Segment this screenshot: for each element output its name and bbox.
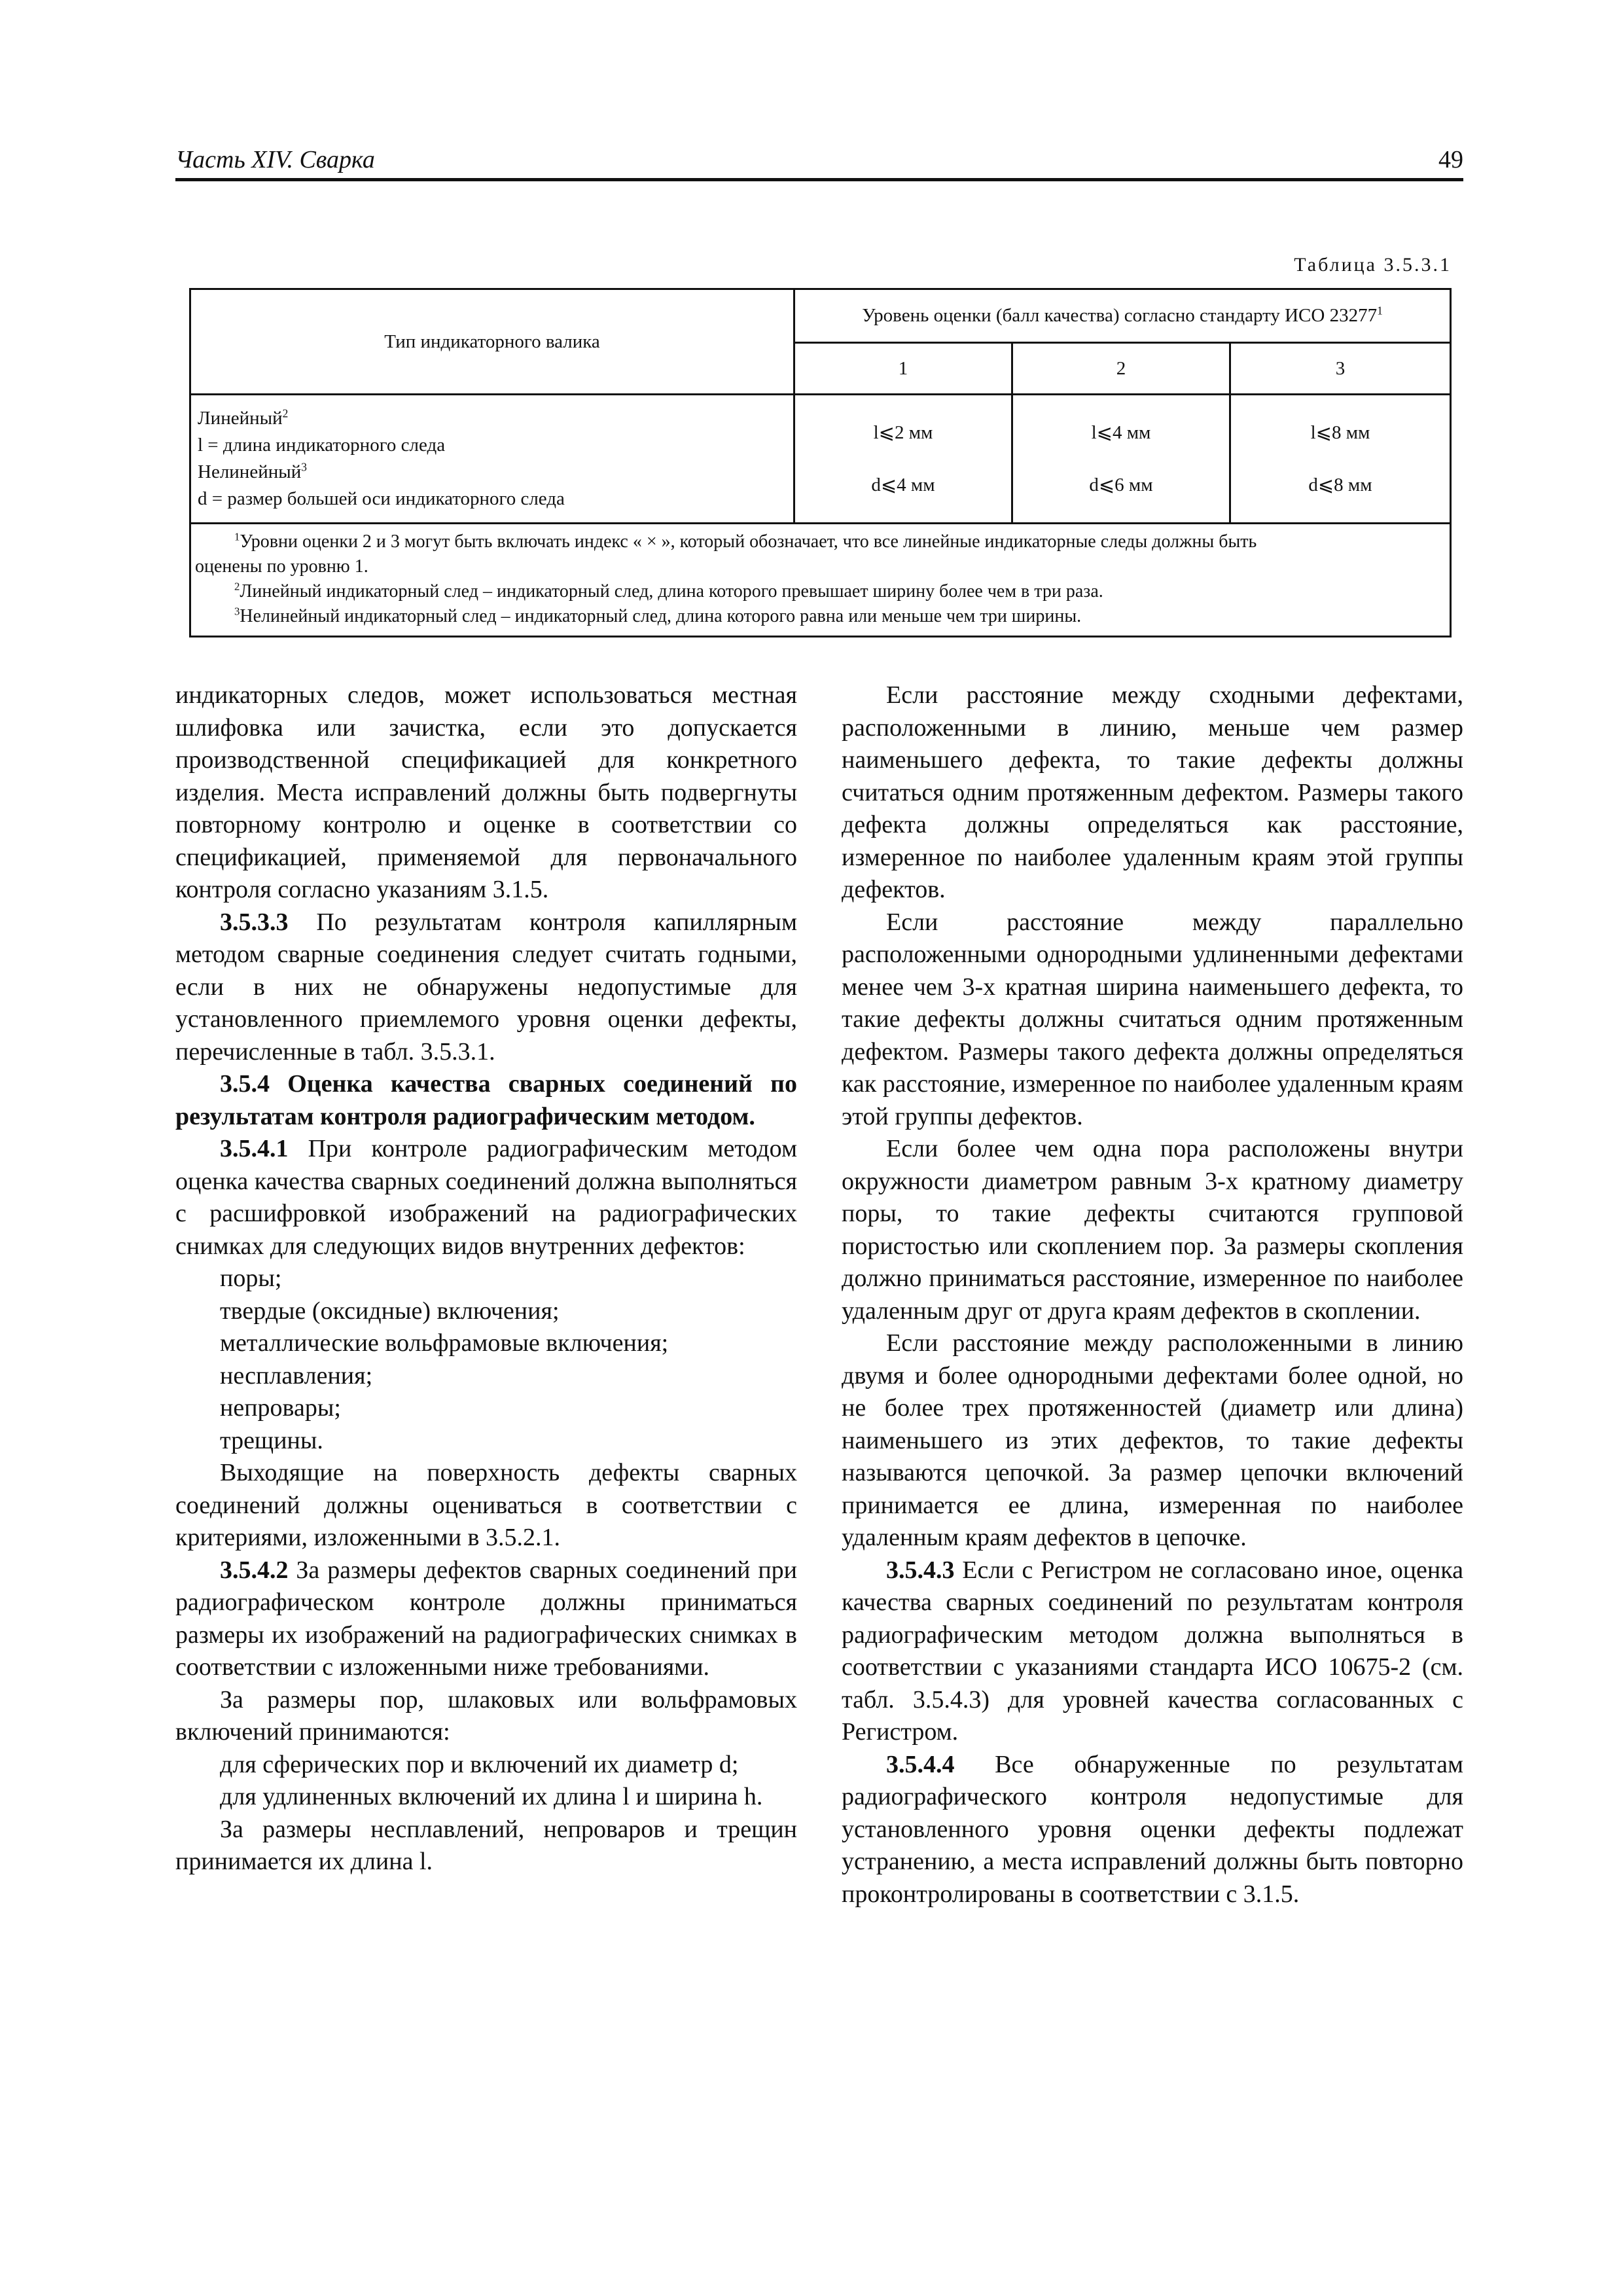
table-caption: Таблица 3.5.3.1: [1294, 254, 1452, 276]
left-column: [175, 679, 797, 1878]
column-header-level: Уровень оценки (балл качества) согласно стандарту ИСО 23277$^1$: [794, 289, 1451, 343]
footnote-1-cont: оценены по уровню 1.: [195, 556, 368, 577]
paragraph: для сферических пор и включений их диаметр d;: [220, 1750, 739, 1778]
paragraph: За размеры несплавлений, непроваров и трещин принимается их длина l.: [175, 1815, 797, 1875]
page-number: 49: [1438, 146, 1463, 173]
column-header-type: Тип индикаторного валика: [190, 289, 794, 395]
level-3-values: l⩽8 мм d⩽8 мм: [1230, 395, 1451, 524]
list-item: твердые (оксидные) включения;: [220, 1297, 560, 1325]
page-header: [175, 145, 1463, 178]
table-footnotes: $^1$Уровни оценки 2 и 3 могут быть включать индекс « × », который обозначает, что все линейные индикаторные следы должны быть оценены по уровню 1. $^2$Линейный индикаторный след – индикаторный след, длина которого превышает ширину более чем в три раза. $^3$Нелинейный индикаторный след – индикаторный след, длина которого равна или меньше чем три ширины.: [190, 524, 1451, 637]
paragraph: Если расстояние между параллельно расположенными однородными удлиненными дефектами менее чем 3-х кратная ширина наименьшего дефекта, то такие дефекты должны считаться одним протяженным дефектом. Размеры такого дефекта должны определяться как расстояние, измеренное по наиболее удаленным краям этой группы дефектов.: [842, 908, 1463, 1130]
header-rule: [175, 178, 1463, 181]
paragraph: 3.5.4.2 За размеры дефектов сварных соединений при радиографическом контроле должны приниматься размеры их изображений на радиографических снимках в соответствии с изложенными ниже требованиями.: [175, 1556, 797, 1681]
paragraph: 3.5.3.3 По результатам контроля капиллярным методом сварные соединения следует считать годными, если в них не обнаружены недопустимые для установленного приемлемого уровня оценки дефекты, перечисленные в табл. 3.5.3.1.: [175, 908, 797, 1066]
table-row: [190, 395, 1451, 524]
paragraph: 3.5.4.1 При контроле радиографическим методом оценка качества сварных соединений должна выполняться с расшифровкой изображений на радиографических снимках для следующих видов внутренних дефектов:: [175, 1135, 797, 1260]
footnote-3: Нелинейный индикаторный след – индикаторный след, длина которого равна или меньше чем три ширины.: [240, 606, 1082, 626]
level-2-values: l⩽4 мм d⩽6 мм: [1012, 395, 1230, 524]
paragraph: За размеры пор, шлаковых или вольфрамовых включений принимаются:: [175, 1685, 797, 1746]
paragraph: для удлиненных включений их длина l и ширина h.: [220, 1783, 763, 1810]
footnote-1: Уровни оценки 2 и 3 могут быть включать индекс « × », который обозначает, что все линейные индикаторные следы должны быть: [240, 531, 1257, 552]
level-2-header: 2: [1012, 343, 1230, 395]
level-3-header: 3: [1230, 343, 1451, 395]
section-heading: 3.5.4 Оценка качества сварных соединений по результатам контроля радиографическим методом.: [175, 1070, 797, 1130]
footnote-2: Линейный индикаторный след – индикаторный след, длина которого превышает ширину более чем в три раза.: [240, 581, 1103, 601]
list-item: несплавления;: [220, 1361, 373, 1390]
list-item: трещины.: [220, 1426, 323, 1454]
list-item: металлические вольфрамовые включения;: [220, 1329, 669, 1357]
right-column: [842, 679, 1463, 1910]
criteria-table: [189, 288, 1452, 637]
paragraph: Выходящие на поверхность дефекты сварных соединений должны оцениваться в соответствии с критериями, изложенными в 3.5.2.1.: [175, 1459, 797, 1551]
running-title: Часть XIV. Сварка: [175, 146, 375, 173]
list-item: поры;: [220, 1265, 282, 1292]
paragraph: Если расстояние между расположенными в линию двумя и более однородными дефектами более одной, но не более трех протяженностей (диаметр или длина) наименьшего из этих дефектов, то такие дефекты называются цепочкой. За размер цепочки включений принимается ее длина, измеренная по наиболее удаленным краям дефектов в цепочке.: [842, 1329, 1463, 1551]
paragraph: Если расстояние между сходными дефектами, расположенными в линию, меньше чем размер наименьшего дефекта, то такие дефекты должны считаться одним протяженным дефектом. Размеры такого дефекта должны определяться как расстояние, измеренное по наиболее удаленным краям этой группы дефектов.: [842, 681, 1463, 903]
list-item: непровары;: [220, 1394, 341, 1422]
paragraph: индикаторных следов, может использоваться местная шлифовка или зачистка, если это допускается производственной спецификацией для конкретного изделия. Места исправлений должны быть подвергнуты повторному контролю и оценке в соответствии со спецификацией, применяемой для первоначального контроля согласно указаниям 3.1.5.: [175, 681, 797, 903]
level-1-values: l⩽2 мм d⩽4 мм: [794, 395, 1012, 524]
paragraph: Если более чем одна пора расположены внутри окружности диаметром равным 3-х кратному диаметру поры, то такие дефекты считаются групповой пористостью или скоплением пор. За размеры скопления должно приниматься расстояние, измеренное по наиболее удаленным друг от друга краям дефектов в скоплении.: [842, 1135, 1463, 1325]
level-1-header: 1: [794, 343, 1012, 395]
paragraph: 3.5.4.4 Все обнаруженные по результатам радиографического контроля недопустимые для установленного уровня оценки дефекты подлежат устранению, а места исправлений должны быть повторно проконтролированы в соответствии с 3.1.5.: [842, 1750, 1463, 1908]
row-labels: Линейный$^2$ l = длина индикаторного следа Нелинейный$^3$ d = размер большей оси индикаторного следа: [190, 395, 794, 524]
paragraph: 3.5.4.3 Если с Регистром не согласовано иное, оценка качества сварных соединений по результатам контроля радиографическим методом должна выполняться в соответствии с указаниями стандарта ИСО 10675-2 (см. табл. 3.5.4.3) для уровней качества согласованных с Регистром.: [842, 1556, 1463, 1746]
